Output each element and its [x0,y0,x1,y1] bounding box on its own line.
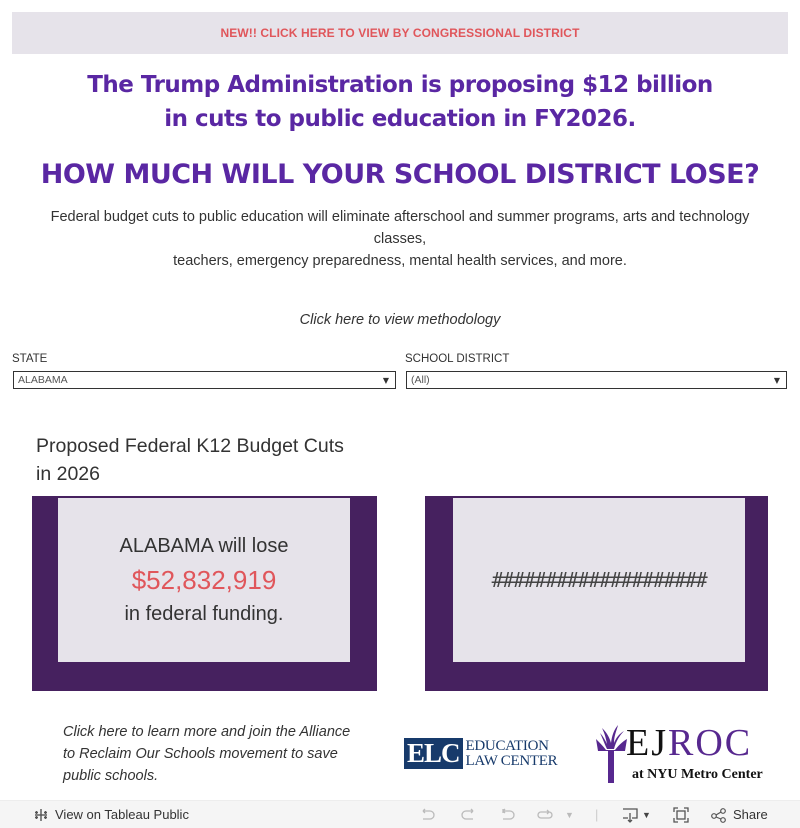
share-button[interactable] [710,801,768,828]
dropdown-arrow-icon: ▼ [773,375,780,385]
methodology-link[interactable]: Click here to view methodology [299,312,501,328]
congressional-district-banner[interactable] [12,12,788,54]
alliance-link[interactable] [63,721,393,787]
state-loss-panel [58,498,350,662]
refresh-dropdown[interactable] [565,801,574,828]
tableau-logo-icon [33,807,49,823]
banner-label: NEW!! CLICK HERE TO VIEW BY CONGRESSIONAL DISTRICT [220,26,580,40]
ejroc-logo-wordmark [626,721,752,765]
revert-icon [499,807,517,823]
tableau-toolbar [0,800,800,828]
redo-icon [459,807,477,823]
alliance-link-line-3: public schools. [63,768,159,784]
headline-line-1: The Trump Administration is proposing $12 billion [87,72,713,98]
headline-line-2: in cuts to public education in FY2026. [164,106,636,132]
toolbar-divider: | [595,807,599,822]
description-line-2: teachers, emergency preparedness, mental health services, and more. [173,253,627,269]
share-label: Share [733,807,768,822]
nyu-torch-icon [594,725,628,785]
district-dropdown[interactable] [406,371,787,389]
fullscreen-button[interactable] [672,801,690,828]
revert-button[interactable] [499,801,517,828]
chevron-down-icon: ▼ [565,809,574,820]
state-loss-amount: $52,832,919 [131,565,277,595]
refresh-icon [536,807,554,823]
page-title: HOW MUCH WILL YOUR SCHOOL DISTRICT LOSE? [40,159,760,190]
chevron-down-icon: ▼ [642,809,651,820]
state-loss-card [32,496,377,691]
elc-logo-text [466,739,558,769]
sheet-title-line-2: in 2026 [36,463,100,485]
refresh-button[interactable] [536,801,554,828]
view-on-tableau-label: View on Tableau Public [55,807,189,822]
undo-button[interactable] [419,801,437,828]
download-button[interactable] [621,801,651,828]
district-dropdown-value: (All) [411,374,430,386]
state-loss-heading: ALABAMA will lose [119,535,289,557]
redo-button[interactable] [459,801,477,828]
view-on-tableau-button[interactable] [33,801,189,828]
ejroc-logo-roc: ROC [668,722,753,764]
elc-logo-line-1: EDUCATION [465,737,549,754]
elc-logo[interactable] [404,738,557,769]
state-dropdown[interactable] [13,371,396,389]
state-loss-footer: in federal funding. [124,603,284,625]
district-loss-card [425,496,768,691]
description-line-1: Federal budget cuts to public education will eliminate afterschool and summer programs, arts and technology classes, [50,209,750,247]
state-filter-label: STATE [12,353,48,365]
headline [0,68,800,136]
undo-icon [419,807,437,823]
dropdown-arrow-icon: ▼ [382,375,389,385]
elc-logo-line-2: LAW CENTER [465,752,558,769]
ejroc-logo-sub: at NYU Metro Center [632,767,763,782]
elc-logo-abbr: ELC [404,738,463,769]
ejroc-logo-ej: EJ [626,722,668,764]
share-icon [710,807,728,823]
sheet-title [36,432,396,488]
district-filter-label: SCHOOL DISTRICT [405,353,510,365]
ejroc-logo[interactable] [594,723,794,787]
alliance-link-line-1: Click here to learn more and join the Alliance [63,724,351,740]
download-icon [621,806,639,824]
alliance-link-line-2: to Reclaim Our Schools movement to save [63,746,338,762]
sheet-title-line-1: Proposed Federal K12 Budget Cuts [36,435,344,457]
state-dropdown-value: ALABAMA [18,374,68,386]
fullscreen-icon [672,806,690,824]
description [40,206,760,272]
district-loss-value: #################### [491,568,707,592]
district-loss-panel [453,498,745,662]
